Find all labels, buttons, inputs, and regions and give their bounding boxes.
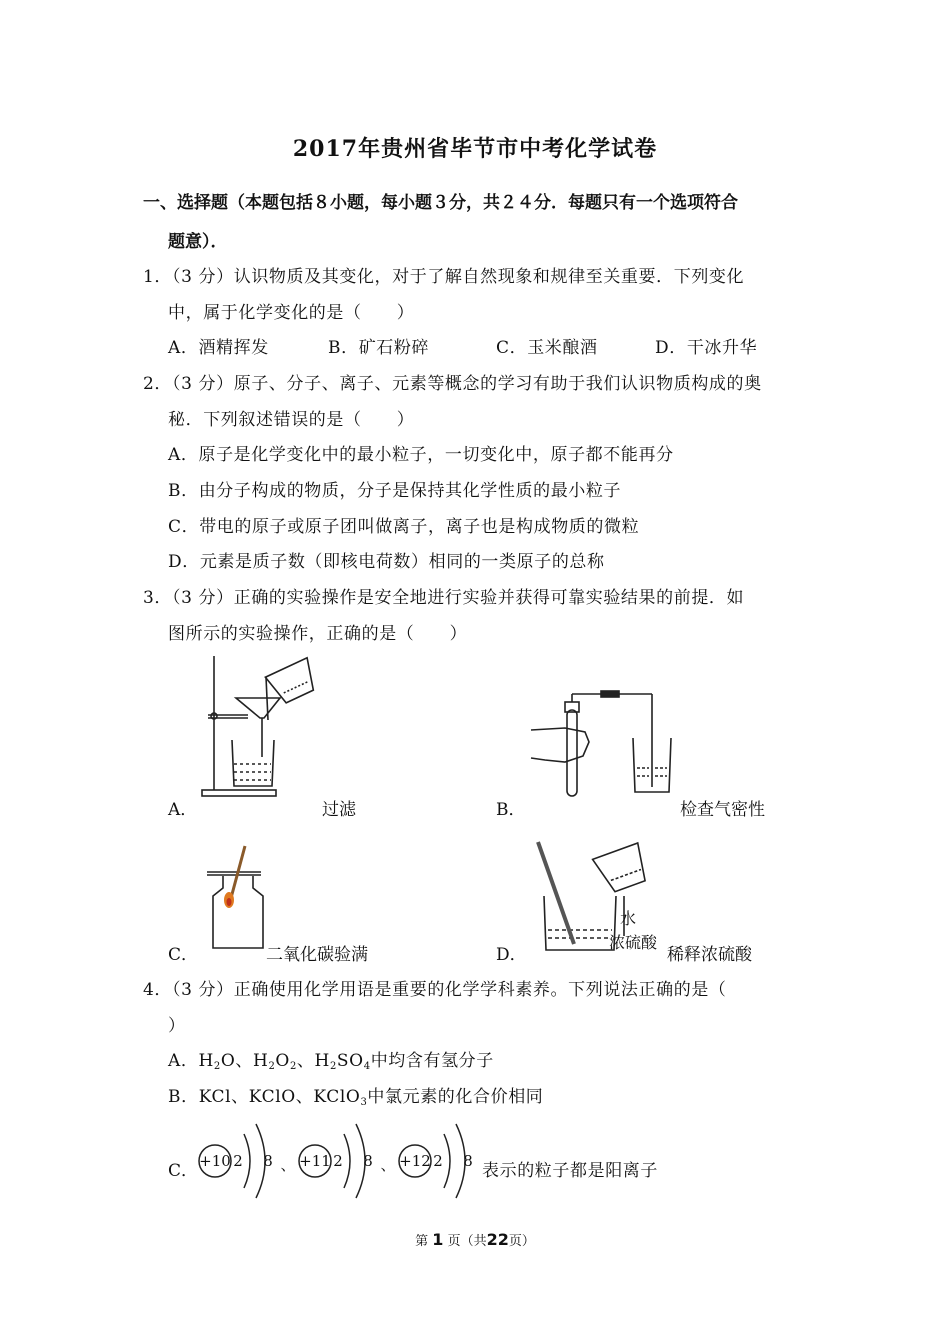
q3-option-c-label: 二氧化碳验满 bbox=[266, 945, 368, 965]
q2-option-a: A．原子是化学变化中的最小粒子，一切变化中，原子都不能再分 bbox=[168, 445, 674, 465]
q3-option-a-letter: A． bbox=[168, 800, 198, 820]
ion2-shell2: 8 bbox=[363, 1152, 373, 1170]
q2-stem-line2: 秘．下列叙述错误的是（ ） bbox=[168, 410, 415, 430]
q4-option-b: B．KCl、KClO、KClO$_3$中氯元素的化合价相同 bbox=[168, 1087, 544, 1108]
co2-check-figure bbox=[205, 842, 267, 952]
page-footer: 第 1 页（共22页） bbox=[415, 1230, 535, 1249]
q4-option-c-letter: C． bbox=[168, 1161, 199, 1181]
q2-option-b: B．由分子构成的物质，分子是保持其化学性质的最小粒子 bbox=[168, 481, 622, 501]
section-heading-line2: 题意）． bbox=[168, 232, 228, 252]
current-page-number: 1 bbox=[432, 1230, 444, 1249]
ion3-shell2: 8 bbox=[463, 1152, 473, 1170]
q3-stem-line1: 3．（3 分）正确的实验操作是安全地进行实验并获得可靠实验结果的前提．如 bbox=[143, 588, 745, 608]
ion-separator-1: 、 bbox=[280, 1156, 296, 1174]
ion2-shell1: 2 bbox=[333, 1152, 343, 1170]
airtightness-figure bbox=[525, 682, 675, 800]
ion1-shell2: 8 bbox=[263, 1152, 273, 1170]
q3-option-d-letter: D． bbox=[496, 945, 527, 965]
page-title: 2017年贵州省毕节市中考化学试卷 bbox=[292, 136, 658, 162]
ion3-shell1: 2 bbox=[433, 1152, 443, 1170]
section-heading-line1: 一、选择题（本题包括８小题，每小题３分，共２４分．每题只有一个选项符合 bbox=[143, 193, 738, 213]
q4-stem-line2: ） bbox=[168, 1016, 186, 1036]
filtration-figure bbox=[198, 652, 323, 800]
ion1-nucleus: +10 bbox=[199, 1152, 231, 1170]
q3-d-acid-label: 浓硫酸 bbox=[609, 933, 658, 952]
q3-stem-line2: 图所示的实验操作，正确的是（ ） bbox=[168, 624, 468, 644]
ion3-nucleus: +12 bbox=[399, 1152, 431, 1170]
ion1-shell1: 2 bbox=[233, 1152, 243, 1170]
ion2-nucleus: +11 bbox=[299, 1152, 331, 1170]
q1-option-b: B．矿石粉碎 bbox=[328, 338, 430, 358]
q3-option-c-letter: C． bbox=[168, 945, 199, 965]
q1-option-c: C．玉米酿酒 bbox=[496, 338, 598, 358]
ion-diagrams bbox=[196, 1118, 482, 1204]
q2-option-d: D．元素是质子数（即核电荷数）相同的一类原子的总称 bbox=[168, 552, 605, 572]
ion-separator-2: 、 bbox=[380, 1156, 396, 1174]
q1-stem-line1: 1．（3 分）认识物质及其变化，对于了解自然现象和规律至关重要．下列变化 bbox=[143, 267, 745, 287]
q3-option-a-label: 过滤 bbox=[322, 800, 356, 820]
q4-option-c-text: 表示的粒子都是阳离子 bbox=[482, 1161, 658, 1181]
q1-option-a: A．酒精挥发 bbox=[168, 338, 269, 358]
q3-option-d-label: 稀释浓硫酸 bbox=[667, 945, 752, 965]
q2-stem-line1: 2．（3 分）原子、分子、离子、元素等概念的学习有助于我们认识物质构成的奥 bbox=[143, 374, 762, 394]
q3-option-b-label: 检查气密性 bbox=[680, 800, 765, 820]
q4-option-a: A．$H_2O$、$H_2O_2$、$H_2SO_4$中均含有氢分子 bbox=[168, 1051, 494, 1072]
q1-stem-line2: 中，属于化学变化的是（ ） bbox=[168, 303, 415, 323]
q3-d-water-label: 水 bbox=[620, 909, 637, 928]
q3-option-b-letter: B． bbox=[496, 800, 526, 820]
q2-option-c: C．带电的原子或原子团叫做离子，离子也是构成物质的微粒 bbox=[168, 517, 640, 537]
total-page-number: 22 bbox=[486, 1230, 509, 1249]
q4-stem-line1: 4．（3 分）正确使用化学用语是重要的化学学科素养。下列说法正确的是（ bbox=[143, 980, 727, 1000]
q1-option-d: D．干冰升华 bbox=[655, 338, 758, 358]
